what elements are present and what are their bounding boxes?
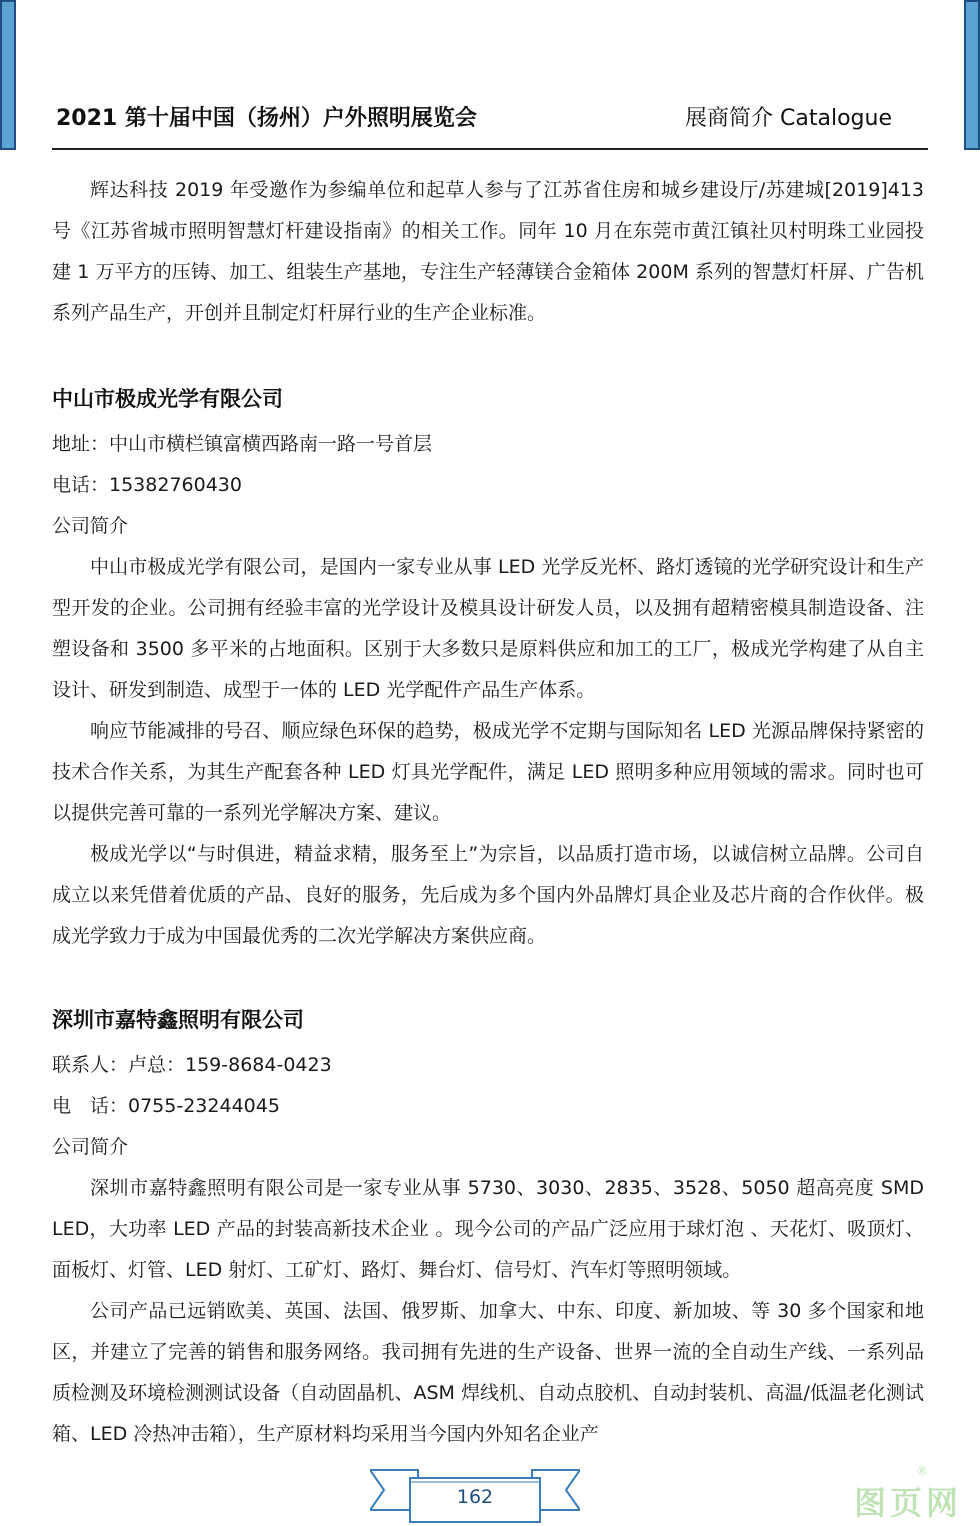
- company-paragraph: 深圳市嘉特鑫照明有限公司是一家专业从事 5730、3030、2835、3528、5050 超高亮度 SMD LED，大功率 LED 产品的封装高新技术企业 。现今公司的产品广泛应用于球灯泡 、天花灯、吸顶灯、面板灯、灯管、LED 射灯、工矿灯、路灯、舞台灯、信号灯、汽车灯等照明领域。: [52, 1177, 924, 1281]
- company-paragraph: 公司产品已远销欧美、英国、法国、俄罗斯、加拿大、中东、印度、新加坡、等 30 多个国家和地区，并建立了完善的销售和服务网络。我司拥有先进的生产设备、世界一流的全自动生产线、一系列品质检测及环境检测测试设备（自动固晶机、ASM 焊线机、自动点胶机、自动封装机、高温/低温老化测试箱、LED 冷热冲击箱），生产原材料均采用当今国内外知名企业产: [52, 1300, 924, 1445]
- company-phone: 电话：15382760430: [52, 474, 242, 496]
- company-phone: 电 话：0755-23244045: [52, 1095, 280, 1117]
- company-intro-label: 公司简介: [52, 515, 129, 537]
- company-contact: 联系人：卢总：159-8684-0423: [52, 1054, 332, 1076]
- watermark-registered-mark: ®: [916, 1464, 928, 1478]
- company-name-jicheng: 中山市极成光学有限公司: [52, 387, 283, 411]
- header-catalogue-label: 展商简介 Catalogue: [685, 105, 892, 131]
- page-content: [52, 170, 924, 1455]
- watermark-logo: 图页网: [853, 1484, 962, 1522]
- page-number: 162: [456, 1486, 494, 1508]
- company-section-jicheng: [52, 384, 924, 957]
- company-paragraph: 极成光学以“与时俱进，精益求精，服务至上”为宗旨，以品质打造市场，以诚信树立品牌。公司自成立以来凭借着优质的产品、良好的服务，先后成为多个国内外品牌灯具企业及芯片商的合作伙伴。极成光学致力于成为中国最优秀的二次光学解决方案供应商。: [52, 843, 924, 947]
- company-name-jiatexin: 深圳市嘉特鑫照明有限公司: [52, 1008, 304, 1032]
- company-section-jiatexin: [52, 1005, 924, 1455]
- left-edge-bar: [0, 0, 16, 150]
- company-intro-label: 公司简介: [52, 1136, 129, 1158]
- header-divider: [52, 148, 928, 150]
- company-paragraph: 中山市极成光学有限公司，是国内一家专业从事 LED 光学反光杯、路灯透镜的光学研究设计和生产型开发的企业。公司拥有经验丰富的光学设计及模具设计研发人员，以及拥有超精密模具制造设备、注塑设备和 3500 多平米的占地面积。区别于大多数只是原料供应和加工的工厂，极成光学构建了从自主设计、研发到制造、成型于一体的 LED 光学配件产品生产体系。: [52, 556, 924, 701]
- header-title: 2021 第十届中国（扬州）户外照明展览会: [56, 105, 477, 131]
- page-footer: [370, 1466, 580, 1526]
- right-edge-bar: [964, 0, 980, 150]
- page-header: [56, 96, 892, 136]
- company-paragraph: 响应节能减排的号召、顺应绿色环保的趋势，极成光学不定期与国际知名 LED 光源品牌保持紧密的技术合作关系，为其生产配套各种 LED 灯具光学配件，满足 LED 照明多种应用领域的需求。同时也可以提供完善可靠的一系列光学解决方案、建议。: [52, 720, 924, 824]
- intro-paragraph: 辉达科技 2019 年受邀作为参编单位和起草人参与了江苏省住房和城乡建设厅/苏建城[2019]413 号《江苏省城市照明智慧灯杆建设指南》的相关工作。同年 10 月在东莞市黄江镇社贝村明珠工业园投建 1 万平方的压铸、加工、组装生产基地，专注生产轻薄镁合金箱体 200M 系列的智慧灯杆屏、广告机系列产品生产，开创并且制定灯杆屏行业的生产企业标准。: [52, 179, 924, 324]
- company-address: 地址：中山市横栏镇富横西路南一路一号首层: [52, 433, 433, 455]
